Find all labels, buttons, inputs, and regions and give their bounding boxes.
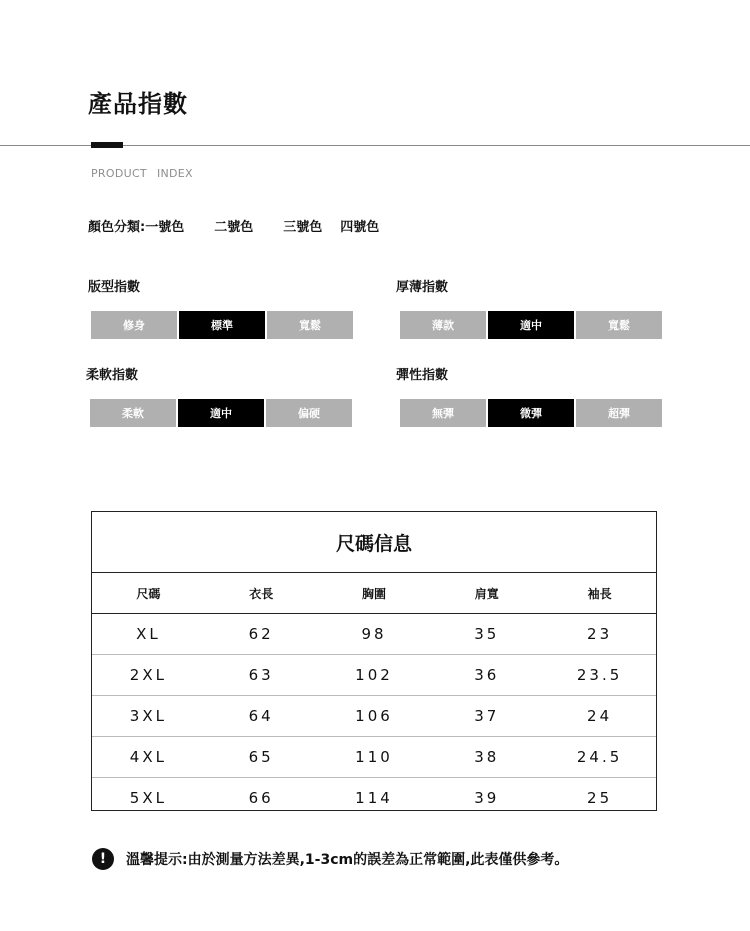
softness-index-option: 柔軟 — [90, 399, 176, 427]
fit-index-option: 修身 — [91, 311, 177, 339]
thickness-index-scale — [400, 311, 662, 339]
table-row — [92, 655, 656, 696]
measurement-note-text: 溫馨提示:由於測量方法差異,1-3cm的誤差為正常範圍,此表僅供參考。 — [126, 852, 569, 868]
size-table-header-cell: 袖長 — [587, 586, 612, 601]
table-cell: 2XL — [129, 666, 167, 684]
measurement-note — [92, 848, 568, 870]
elasticity-index-option: 無彈 — [400, 399, 486, 427]
softness-index-option: 適中 — [178, 399, 264, 427]
elasticity-index-option: 微彈 — [488, 399, 574, 427]
thickness-index-label: 厚薄指數 — [396, 280, 449, 295]
table-cell: 114 — [355, 789, 393, 807]
thickness-index-option: 寬鬆 — [576, 311, 662, 339]
elasticity-index-option: 超彈 — [576, 399, 662, 427]
color-option-4: 四號色 — [340, 220, 380, 235]
size-table-header-cell: 尺碼 — [136, 586, 161, 601]
color-option-1: 一號色 — [145, 220, 185, 235]
softness-index-label: 柔軟指數 — [86, 368, 139, 383]
color-options-label: 顏色分類: — [88, 220, 146, 235]
subtitle-word-index: INDEX — [156, 167, 193, 180]
size-table-header-cell: 衣長 — [249, 586, 274, 601]
table-cell: 106 — [355, 707, 393, 725]
table-cell: 23 — [587, 625, 613, 643]
fit-index-label: 版型指數 — [88, 280, 141, 295]
exclamation-icon: ! — [92, 848, 114, 870]
table-cell: 64 — [248, 707, 274, 725]
table-row — [92, 614, 656, 655]
page-subtitle — [91, 167, 193, 180]
table-cell: 62 — [248, 625, 274, 643]
table-cell: 66 — [248, 789, 274, 807]
subtitle-word-product: PRODUCT — [91, 167, 147, 180]
color-option-3: 三號色 — [283, 220, 323, 235]
table-cell: 24.5 — [576, 748, 623, 766]
fit-index-option: 寬鬆 — [267, 311, 353, 339]
table-cell: 5XL — [129, 789, 167, 807]
elasticity-index-label: 彈性指數 — [396, 368, 449, 383]
table-cell: 63 — [248, 666, 274, 684]
fit-index-scale — [91, 311, 353, 339]
table-cell: 65 — [248, 748, 274, 766]
thickness-index-option: 薄款 — [400, 311, 486, 339]
size-table-title: 尺碼信息 — [92, 512, 656, 573]
table-cell: 110 — [355, 748, 393, 766]
table-cell: 35 — [474, 625, 500, 643]
table-cell: 38 — [474, 748, 500, 766]
table-cell: 3XL — [129, 707, 167, 725]
table-cell: 24 — [587, 707, 613, 725]
thickness-index-option: 適中 — [488, 311, 574, 339]
table-row — [92, 696, 656, 737]
table-cell: 98 — [361, 625, 387, 643]
color-option-2: 二號色 — [214, 220, 254, 235]
softness-index-scale — [90, 399, 352, 427]
table-row — [92, 778, 656, 818]
table-cell: 4XL — [129, 748, 167, 766]
size-table-header-cell: 胸圍 — [361, 586, 386, 601]
table-cell: 37 — [474, 707, 500, 725]
table-cell: XL — [136, 625, 161, 643]
fit-index-option: 標準 — [179, 311, 265, 339]
table-cell: 39 — [474, 789, 500, 807]
size-table-header-row — [92, 573, 656, 614]
table-row — [92, 737, 656, 778]
softness-index-option: 偏硬 — [266, 399, 352, 427]
page-title: 產品指數 — [88, 90, 188, 118]
table-cell: 36 — [474, 666, 500, 684]
elasticity-index-scale — [400, 399, 662, 427]
size-table — [91, 511, 657, 811]
size-table-header-cell: 肩寬 — [474, 586, 499, 601]
header-divider-accent — [91, 142, 123, 148]
table-cell: 102 — [355, 666, 393, 684]
table-cell: 25 — [587, 789, 613, 807]
color-options-row — [88, 216, 409, 235]
table-cell: 23.5 — [576, 666, 623, 684]
